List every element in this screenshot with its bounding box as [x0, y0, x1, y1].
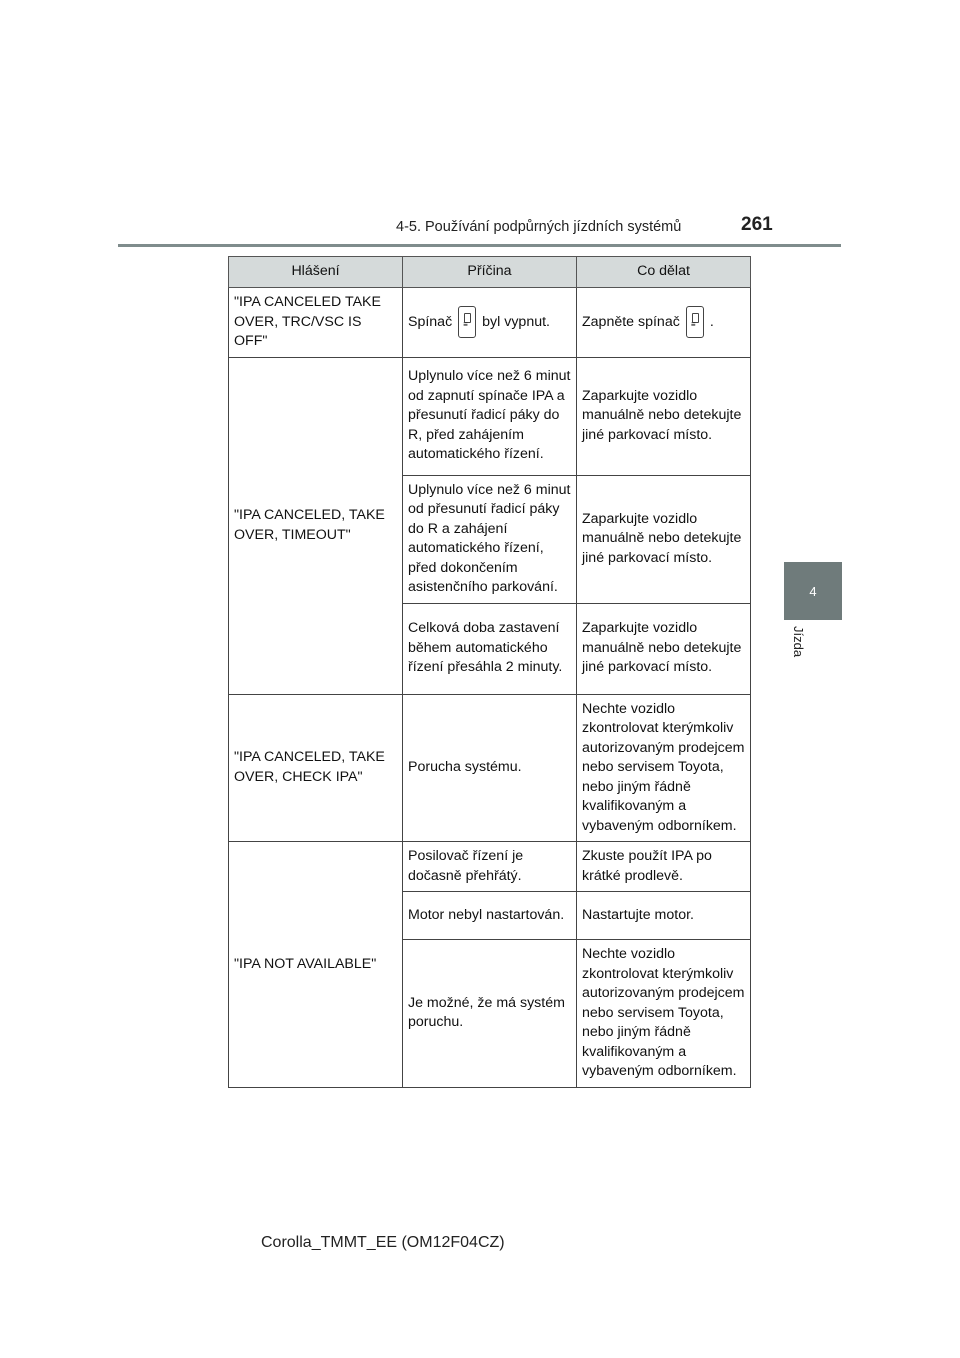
- action-cell: Nechte vozidlo zkontrolovat kterýmkoliv autorizovaným prodejcem nebo servisem Toyota, nebo jiným řádně kvalifikovaným a vybaveným odborníkem.: [577, 694, 751, 842]
- cause-cell: Motor nebyl nastartován.: [403, 892, 577, 940]
- table-row: [229, 288, 751, 358]
- action-cell: Nastartujte motor.: [577, 892, 751, 940]
- table-row: [229, 694, 751, 842]
- ipa-switch-icon: [686, 306, 704, 338]
- header-message: Hlášení: [229, 257, 403, 288]
- action-cell: Zaparkujte vozidlo manuálně nebo detekujte jiné parkovací místo.: [577, 475, 751, 603]
- header-cause: Příčina: [403, 257, 577, 288]
- header-action: Co dělat: [577, 257, 751, 288]
- chapter-label: Jízda: [791, 626, 806, 658]
- cause-cell: Celková doba zastavení během automatického řízení přesáhla 2 minuty.: [403, 603, 577, 694]
- cause-text-after: byl vypnut.: [482, 314, 550, 330]
- table-header-row: [229, 257, 751, 288]
- chapter-tab: [784, 562, 842, 620]
- action-text-after: .: [709, 314, 714, 330]
- action-cell: [577, 288, 751, 358]
- message-cell: "IPA CANCELED, TAKE OVER, CHECK IPA": [229, 694, 403, 842]
- message-cell: "IPA NOT AVAILABLE": [229, 842, 403, 1088]
- header-divider: [118, 244, 841, 247]
- page-number: 261: [741, 214, 773, 235]
- table-row: [229, 842, 751, 892]
- cause-cell: [403, 288, 577, 358]
- cause-cell: Je možné, že má systém poruchu.: [403, 940, 577, 1088]
- section-title: 4-5. Používání podpůrných jízdních systémů: [396, 219, 682, 235]
- cause-cell: Posilovač řízení je dočasně přehřátý.: [403, 842, 577, 892]
- action-cell: Zaparkujte vozidlo manuálně nebo detekujte jiné parkovací místo.: [577, 603, 751, 694]
- action-cell: Zaparkujte vozidlo manuálně nebo detekujte jiné parkovací místo.: [577, 357, 751, 475]
- action-cell: Nechte vozidlo zkontrolovat kterýmkoliv autorizovaným prodejcem nebo servisem Toyota, nebo jiným řádně kvalifikovaným a vybaveným odborníkem.: [577, 940, 751, 1088]
- action-text-before: Zapněte spínač: [582, 314, 680, 330]
- action-cell: Zkuste použít IPA po krátké prodlevě.: [577, 842, 751, 892]
- manual-identifier: Corolla_TMMT_EE (OM12F04CZ): [261, 1234, 505, 1251]
- cause-cell: Porucha systému.: [403, 694, 577, 842]
- cause-cell: Uplynulo více než 6 minut od přesunutí řadicí páky do R a zahájení automatického řízení, před dokončením asistenčního parkování.: [403, 475, 577, 603]
- table-row: [229, 357, 751, 475]
- cause-cell: Uplynulo více než 6 minut od zapnutí spínače IPA a přesunutí řadicí páky do R, před zahájením automatického řízení.: [403, 357, 577, 475]
- message-cell: "IPA CANCELED TAKE OVER, TRC/VSC IS OFF": [229, 288, 403, 358]
- chapter-number: 4: [809, 583, 817, 599]
- ipa-switch-icon: [458, 306, 476, 338]
- ipa-message-table: [228, 256, 751, 1088]
- message-cell: "IPA CANCELED, TAKE OVER, TIMEOUT": [229, 357, 403, 694]
- cause-text-before: Spínač: [408, 314, 453, 330]
